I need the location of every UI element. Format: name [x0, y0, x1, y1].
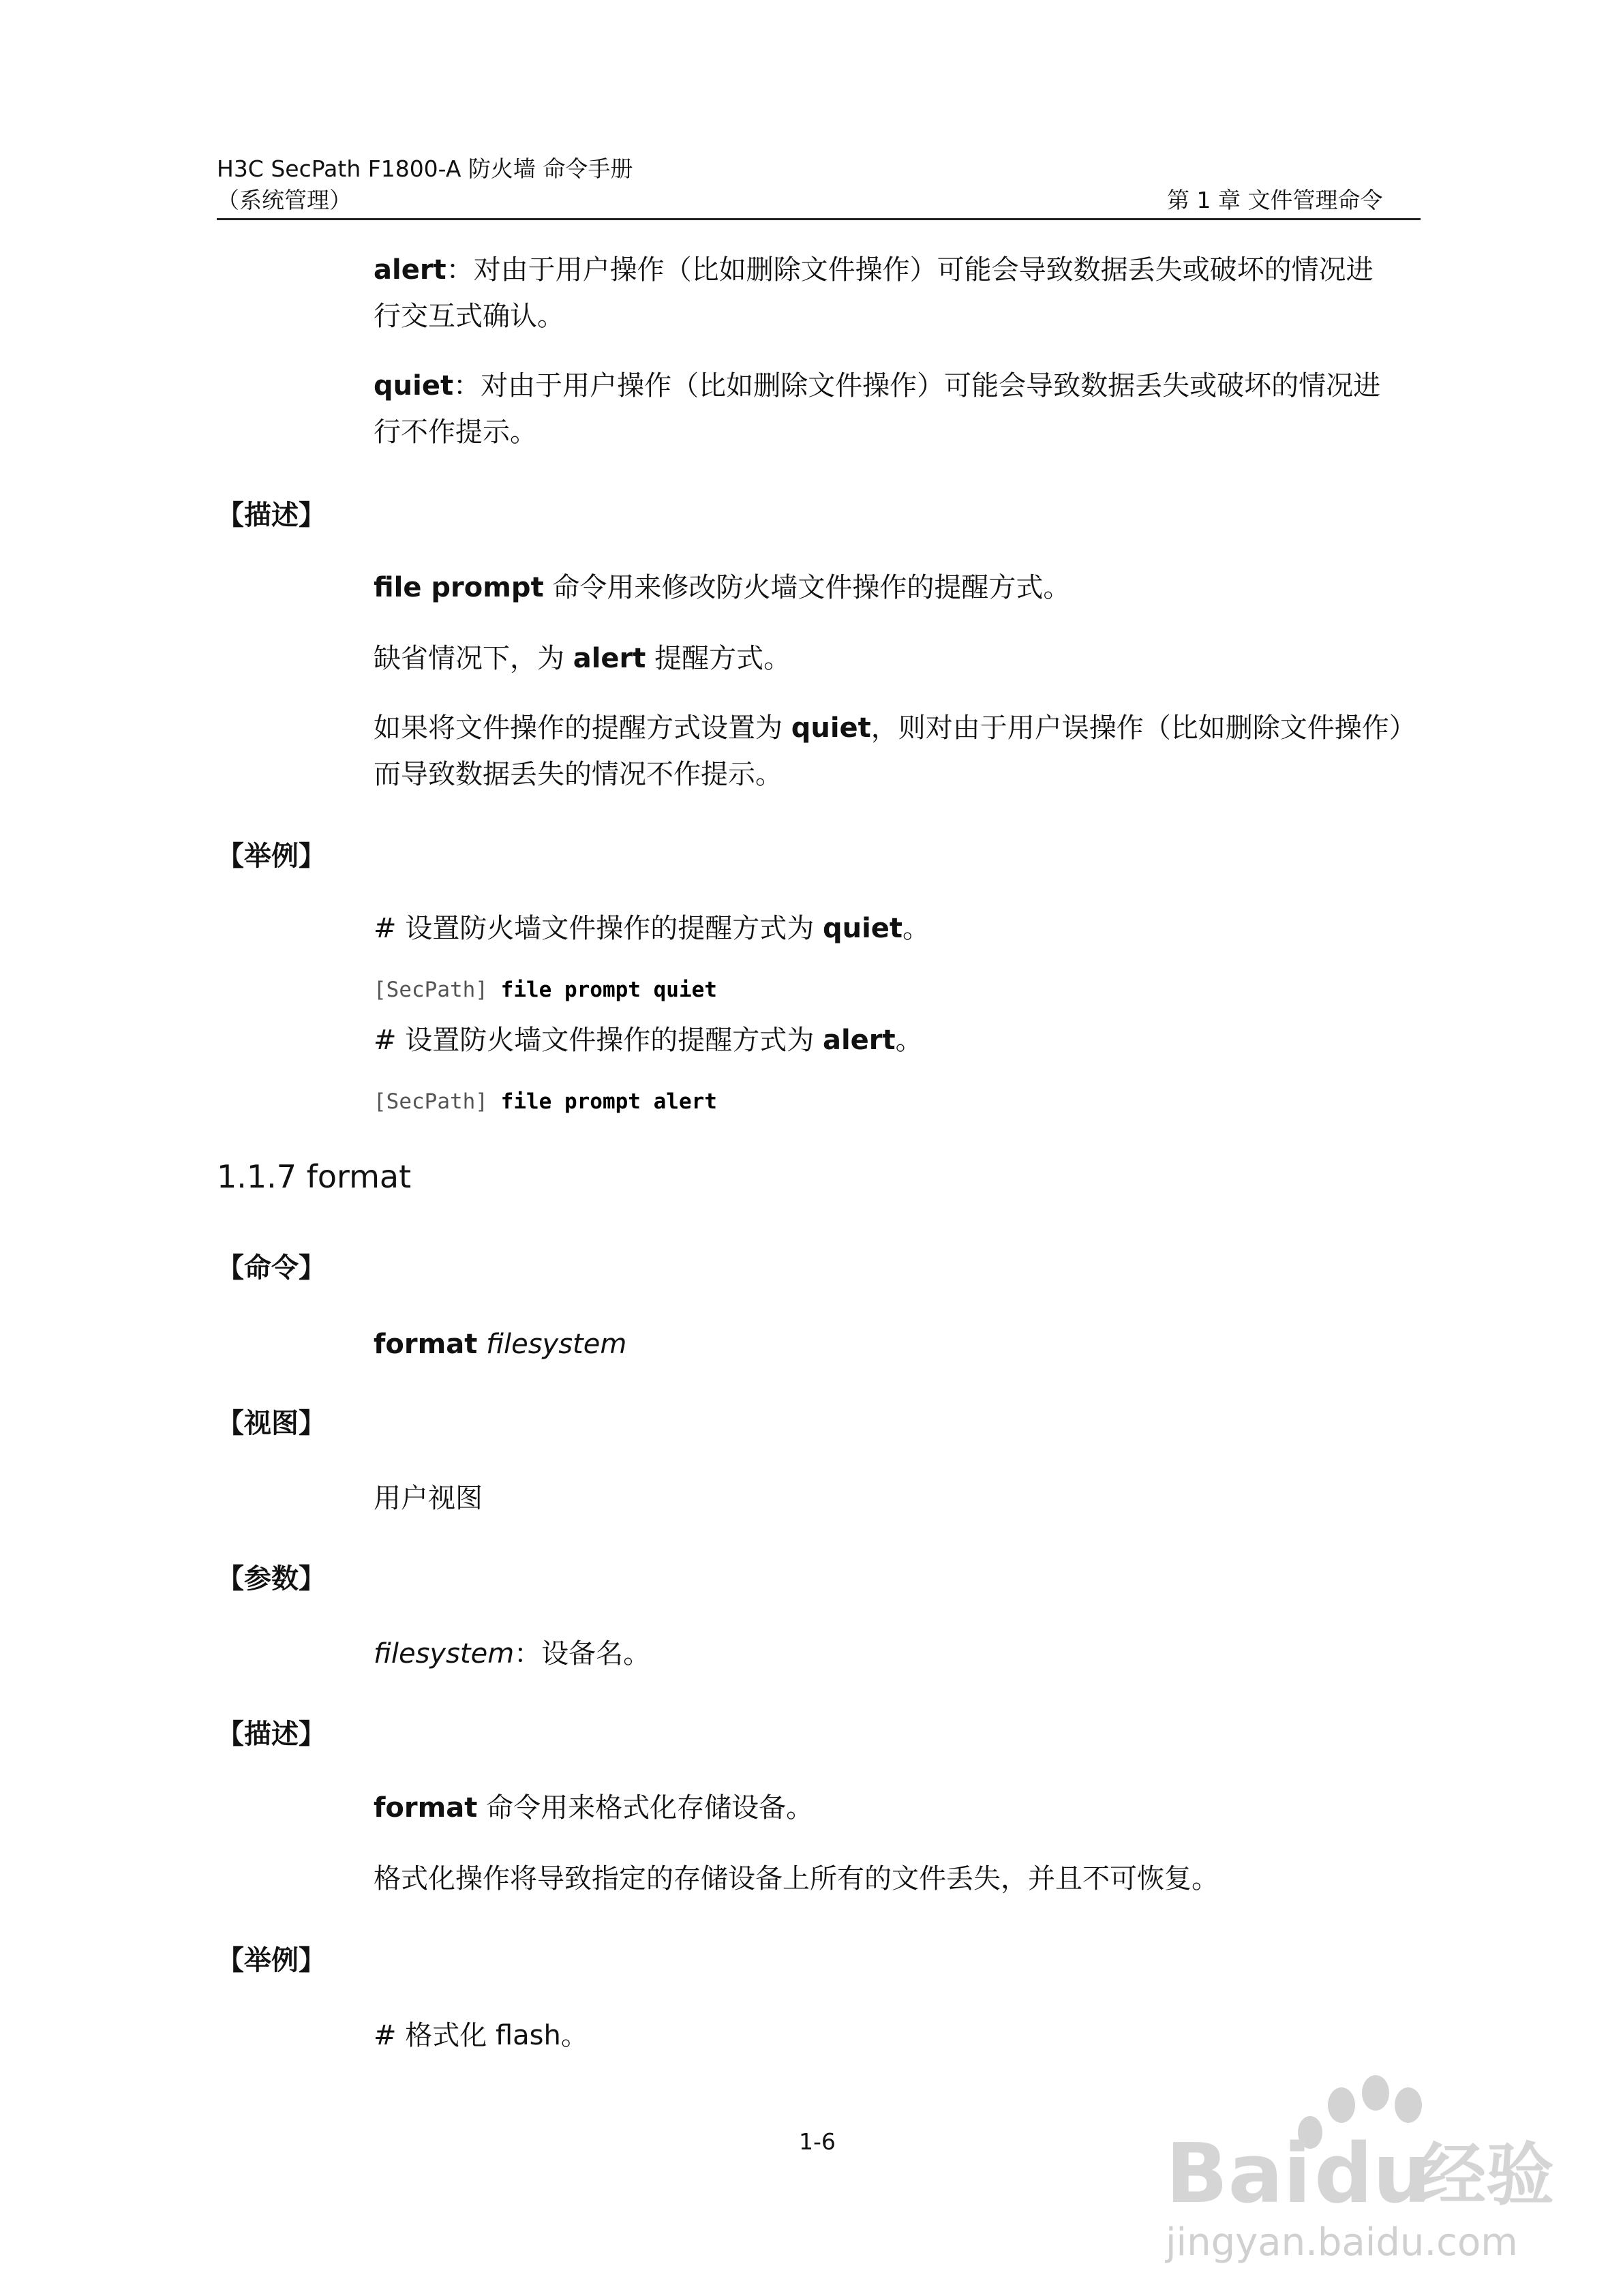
section-heading-description: 【描述】 — [217, 500, 326, 531]
subsection-title: 1.1.7 format — [217, 1158, 412, 1195]
baidu-paw-logo-icon — [1159, 2072, 1595, 2270]
example-2-text: # 设置防火墙文件操作的提醒方式为 alert。 — [374, 1025, 923, 1056]
svg-text:Bai: Bai — [1166, 2127, 1311, 2222]
example-1-text: # 设置防火墙文件操作的提醒方式为 quiet。 — [374, 913, 930, 944]
section-heading-parameters: 【参数】 — [217, 1563, 326, 1595]
view-text: 用户视图 — [374, 1483, 483, 1514]
param-filesystem: filesystem：设备名。 — [374, 1638, 651, 1670]
code-line-2: [SecPath] file prompt alert — [374, 1089, 717, 1114]
code-line-1: [SecPath] file prompt quiet — [374, 978, 717, 1002]
format-desc-2: 格式化操作将导致指定的存储设备上所有的文件丢失，并且不可恢复。 — [374, 1863, 1219, 1894]
section-heading-command: 【命令】 — [217, 1252, 326, 1284]
page-number: 1-6 — [799, 2128, 836, 2155]
section-heading-view: 【视图】 — [217, 1408, 326, 1439]
format-example-text: # 格式化 flash。 — [374, 2020, 588, 2051]
svg-text:du: du — [1314, 2127, 1431, 2222]
param-quiet-line2: 行不作提示。 — [374, 417, 537, 448]
header-title: H3C SecPath F1800-A 防火墙 命令手册 — [217, 155, 633, 182]
section-heading-example-2: 【举例】 — [217, 1945, 326, 1976]
desc-paragraph-2: 缺省情况下，为 alert 提醒方式。 — [374, 643, 791, 674]
baidu-watermark — [1159, 2072, 1595, 2270]
desc-paragraph-3: 如果将文件操作的提醒方式设置为 quiet，则对由于用户误操作（比如删除文件操作） — [374, 712, 1416, 744]
section-heading-description-2: 【描述】 — [217, 1719, 326, 1750]
svg-text:jingyan.baidu.com: jingyan.baidu.com — [1166, 2220, 1518, 2265]
keyword-alert: alert — [374, 254, 446, 286]
header-rule — [217, 218, 1421, 220]
header-subtitle: （系统管理） — [217, 187, 352, 213]
section-heading-example: 【举例】 — [217, 841, 326, 872]
svg-text:经验: 经验 — [1418, 2135, 1554, 2215]
keyword-quiet: quiet — [374, 370, 454, 402]
param-alert-line1: alert：对由于用户操作（比如删除文件操作）可能会导致数据丢失或破坏的情况进 — [374, 254, 1374, 286]
command-syntax: format filesystem — [374, 1329, 627, 1360]
param-alert-line2: 行交互式确认。 — [374, 301, 564, 332]
desc-paragraph-3-line2: 而导致数据丢失的情况不作提示。 — [374, 759, 783, 790]
param-quiet-line1: quiet：对由于用户操作（比如删除文件操作）可能会导致数据丢失或破坏的情况进 — [374, 370, 1381, 402]
format-desc-1: format 命令用来格式化存储设备。 — [374, 1792, 814, 1824]
header-chapter: 第 1 章 文件管理命令 — [1167, 187, 1383, 213]
desc-paragraph-1: file prompt 命令用来修改防火墙文件操作的提醒方式。 — [374, 572, 1071, 603]
